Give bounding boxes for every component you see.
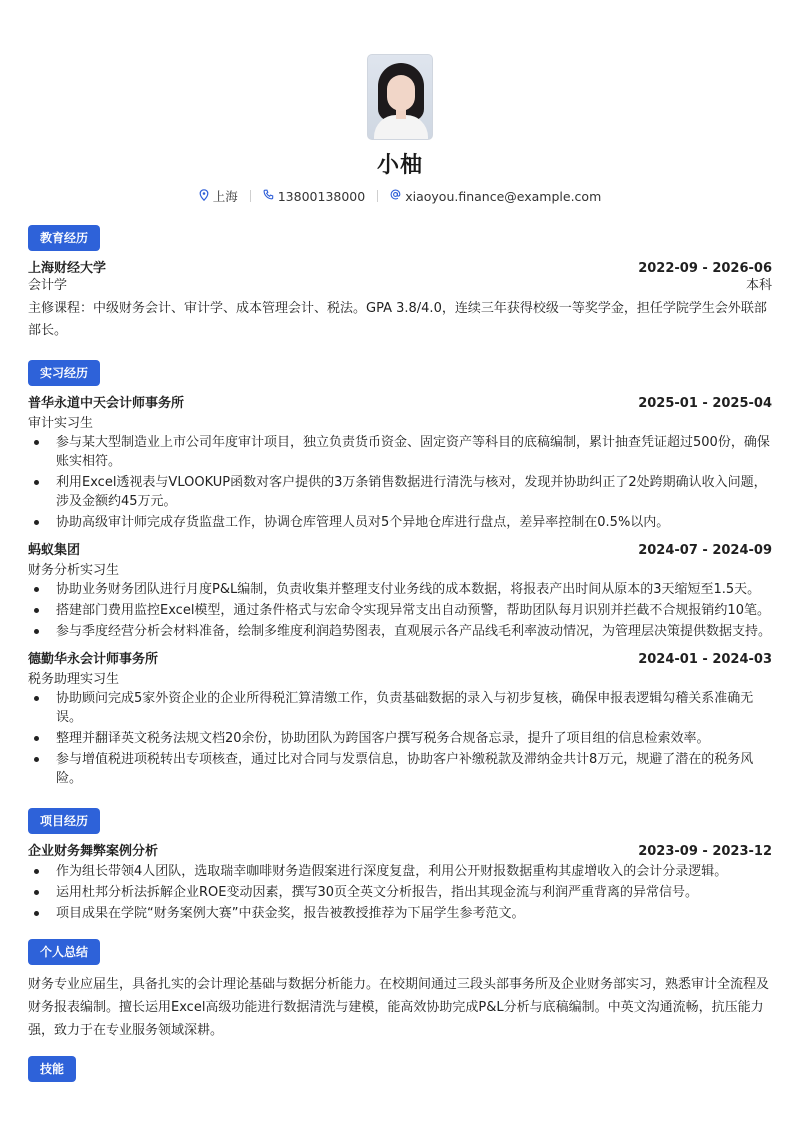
job-title: 税务助理实习生 <box>28 672 120 687</box>
location-text: 上海 <box>212 189 238 204</box>
company-name: 德勤华永会计师事务所 <box>28 652 159 667</box>
location-pin-icon <box>199 189 209 204</box>
contact-divider <box>377 190 378 202</box>
section-title-education: 教育经历 <box>28 225 100 251</box>
school-name: 上海财经大学 <box>28 261 107 276</box>
degree: 本科 <box>745 278 772 293</box>
education-date: 2022-09 - 2026-06 <box>638 261 772 276</box>
list-item: 整理并翻译英文税务法规文档20余份，协助团队为跨国客户撰写税务合规备忘录，提升了项目组的信息检索效率。 <box>28 729 772 748</box>
education-detail: 主修课程：中级财务会计、审计学、成本管理会计、税法。GPA 3.8/4.0，连续三年获得校级一等奖学金，担任学院学生会外联部部长。 <box>28 301 767 338</box>
job-title: 财务分析实习生 <box>28 563 120 578</box>
project-name: 企业财务舞弊案例分析 <box>28 844 159 859</box>
major: 会计学 <box>28 278 68 293</box>
list-item: 项目成果在学院“财务案例大赛”中获金奖，报告被教授推荐为下届学生参考范文。 <box>28 904 772 923</box>
list-item: 运用杜邦分析法拆解企业ROE变动因素，撰写30页全英文分析报告，指出其现金流与利润严重背离的异常信号。 <box>28 883 772 902</box>
list-item: 作为组长带领4人团队，选取瑞幸咖啡财务造假案进行深度复盘，利用公开财报数据重构其虚增收入的会计分录逻辑。 <box>28 862 772 881</box>
project-entry <box>28 843 772 923</box>
contact-email <box>390 189 601 204</box>
email-icon <box>390 189 401 203</box>
contact-location <box>199 187 238 205</box>
contact-bar <box>28 187 772 205</box>
candidate-name: 小柚 <box>376 153 423 178</box>
phone-icon <box>263 189 274 203</box>
section-title-internship: 实习经历 <box>28 360 100 386</box>
contact-divider <box>250 190 251 202</box>
list-item: 协助高级审计师完成存货监盘工作，协调仓库管理人员对5个异地仓库进行盘点，差异率控制在0.5%以内。 <box>28 513 772 532</box>
project-date: 2023-09 - 2023-12 <box>638 844 772 859</box>
list-item: 协助顾问完成5家外资企业的企业所得税汇算清缴工作，负责基础数据的录入与初步复核，确保申报表逻辑勾稽关系准确无误。 <box>28 689 772 727</box>
internship-date: 2025-01 - 2025-04 <box>638 396 772 411</box>
list-item: 搭建部门费用监控Excel模型，通过条件格式与宏命令实现异常支出自动预警，帮助团队每月识别并拦截不合规报销约10笔。 <box>28 601 772 620</box>
bullet-list <box>28 580 772 641</box>
resume-header <box>28 0 772 205</box>
contact-phone <box>263 189 365 204</box>
list-item: 参与增值税进项税转出专项核查，通过比对合同与发票信息，协助客户补缴税款及滞纳金共计8万元，规避了潜在的税务风险。 <box>28 750 772 788</box>
company-name: 普华永道中天会计师事务所 <box>28 396 185 411</box>
job-title: 审计实习生 <box>28 416 94 431</box>
internship-entry <box>28 395 772 532</box>
list-item: 利用Excel透视表与VLOOKUP函数对客户提供的3万条销售数据进行清洗与核对，发现并协助纠正了2处跨期确认收入问题，涉及金额约45万元。 <box>28 473 772 511</box>
internship-entry <box>28 542 772 641</box>
list-item: 参与某大型制造业上市公司年度审计项目，独立负责货币资金、固定资产等科目的底稿编制，累计抽查凭证超过500份，确保账实相符。 <box>28 433 772 471</box>
company-name: 蚂蚁集团 <box>28 543 81 558</box>
section-title-skills: 技能 <box>28 1056 76 1082</box>
internship-date: 2024-01 - 2024-03 <box>638 652 772 667</box>
summary-text: 财务专业应届生，具备扎实的会计理论基础与数据分析能力。在校期间通过三段头部事务所及企业财务部实习，熟悉审计全流程及财务报表编制。擅长运用Excel高级功能进行数据清洗与建模，能高效协助完成P&L分析与底稿编制。中英文沟通流畅，抗压能力强，致力于在专业服务领域深耕。 <box>28 977 770 1038</box>
bullet-list <box>28 862 772 923</box>
education-entry <box>28 260 772 342</box>
bullet-list <box>28 433 772 532</box>
section-title-summary: 个人总结 <box>28 939 100 965</box>
profile-photo <box>367 54 433 140</box>
bullet-list <box>28 689 772 788</box>
phone-text[interactable]: 13800138000 <box>277 188 366 204</box>
email-text[interactable]: xiaoyou.finance@example.com <box>405 188 602 204</box>
list-item: 协助业务财务团队进行月度P&L编制，负责收集并整理支付业务线的成本数据，将报表产出时间从原本的3天缩短至1.5天。 <box>28 580 772 599</box>
section-title-project: 项目经历 <box>28 808 100 834</box>
list-item: 参与季度经营分析会材料准备，绘制多维度利润趋势图表，直观展示各产品线毛利率波动情况，为管理层决策提供数据支持。 <box>28 622 772 641</box>
internship-date: 2024-07 - 2024-09 <box>638 543 772 558</box>
internship-entry <box>28 651 772 788</box>
